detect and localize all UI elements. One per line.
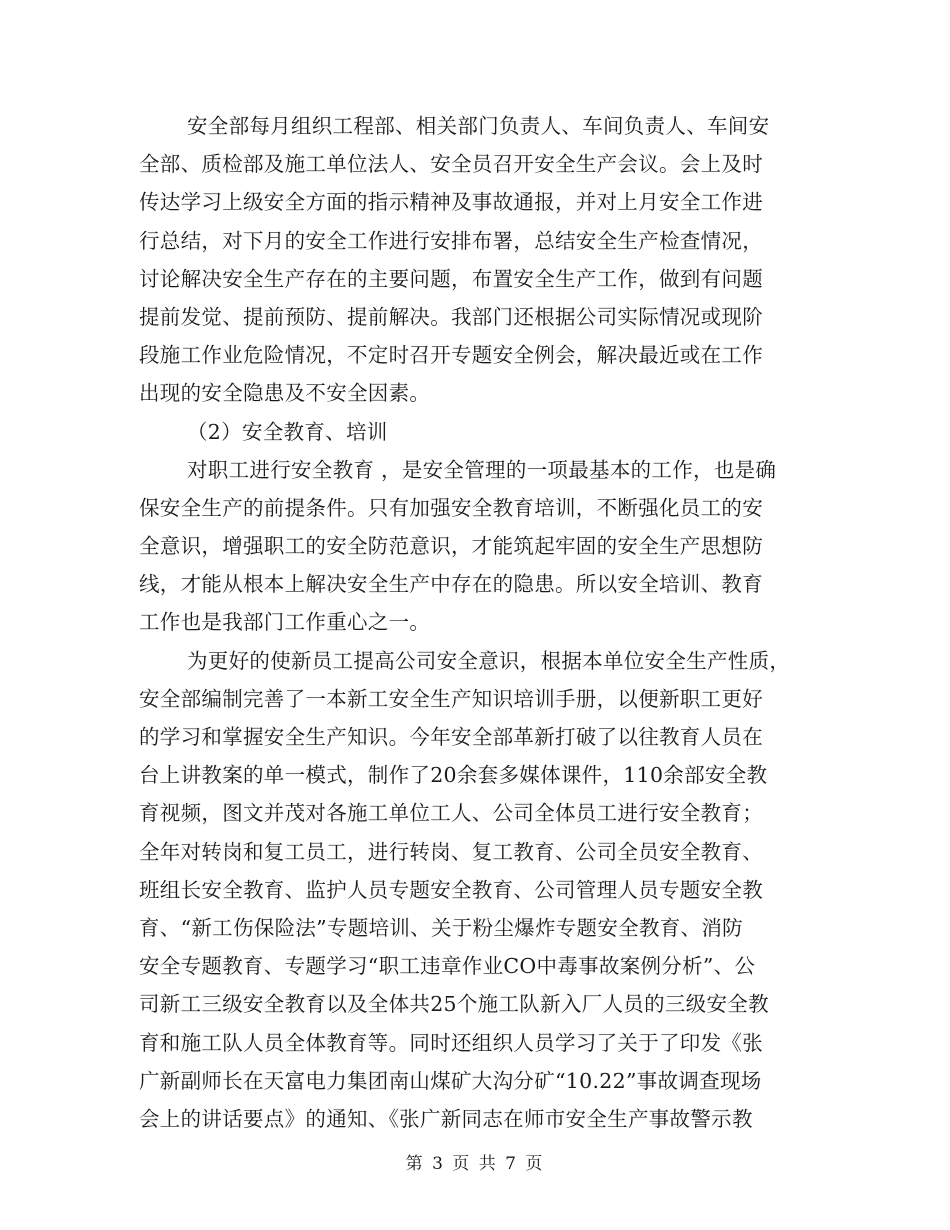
text-line: 班组长安全教育、监护人员专题安全教育、公司管理人员专题安全教 <box>139 877 763 902</box>
text-line: 育视频，图文并茂对各施工单位工人、公司全体员工进行安全教育； <box>139 801 763 826</box>
text-line: 安全部每月组织工程部、相关部门负责人、车间负责人、车间安 <box>187 114 770 138</box>
text-line: 工作也是我部门工作重心之一。 <box>139 610 431 635</box>
text-line: 传达学习上级安全方面的指示精神及事故通报，并对上月安全工作进 <box>139 190 763 215</box>
text-line: 的学习和掌握安全生产知识。今年安全部革新打破了以往教育人员在 <box>139 725 763 749</box>
text-line: 会上的讲话要点》的通知、《张广新同志在师市安全生产事故警示教 <box>139 1106 753 1131</box>
text-line: 育和施工队人员全体教育等。同时还组织人员学习了关于了印发《张 <box>139 1030 763 1055</box>
page-footer: 第 3 页 共 7 页 <box>405 1154 545 1174</box>
text-line: 保安全生产的前提条件。只有加强安全教育培训，不断强化员工的安 <box>139 495 763 520</box>
text-line: 段施工作业危险情况，不定时召开专题安全例会，解决最近或在工作 <box>139 343 763 368</box>
text-line: 为更好的使新员工提高公司安全意识，根据本单位安全生产性质， <box>187 648 791 673</box>
text-line: 全部、质检部及施工单位法人、安全员召开安全生产会议。会上及时 <box>139 152 763 177</box>
text-line: 安全部编制完善了一本新工安全生产知识培训手册，以便新职工更好 <box>139 686 763 711</box>
text-line: 安全专题教育、专题学习“职工违章作业CO中毒事故案例分析”、公 <box>139 954 756 979</box>
text-line: （2）安全教育、培训 <box>187 419 388 444</box>
text-line: 全年对转岗和复工员工，进行转岗、复工教育、公司全员安全教育、 <box>139 839 763 864</box>
text-line: 司新工三级安全教育以及全体共25个施工队新入厂人员的三级安全教 <box>139 992 769 1017</box>
text-line: 育、“新工伤保险法”专题培训、关于粉尘爆炸专题安全教育、消防 <box>139 915 743 940</box>
text-line: 对职工进行安全教育 ，是安全管理的一项最基本的工作，也是确 <box>187 457 777 482</box>
text-line: 出现的安全隐患及不安全因素。 <box>139 381 431 406</box>
text-line: 提前发觉、提前预防、提前解决。我部门还根据公司实际情况或现阶 <box>139 304 763 329</box>
text-line: 台上讲教案的单一模式，制作了20余套多媒体课件，110余部安全教 <box>139 763 768 788</box>
text-line: 全意识，增强职工的安全防范意识，才能筑起牢固的安全生产思想防 <box>139 534 763 559</box>
document-body <box>139 107 804 1138</box>
text-line: 行总结，对下月的安全工作进行安排布署，总结安全生产检查情况， <box>139 228 763 253</box>
text-line: 讨论解决安全生产存在的主要问题，布置安全生产工作，做到有问题 <box>139 266 763 291</box>
text-line: 线，才能从根本上解决安全生产中存在的隐患。所以安全培训、教育 <box>139 572 763 597</box>
text-line: 广新副师长在天富电力集团南山煤矿大沟分矿“10.22”事故调查现场 <box>139 1068 762 1093</box>
